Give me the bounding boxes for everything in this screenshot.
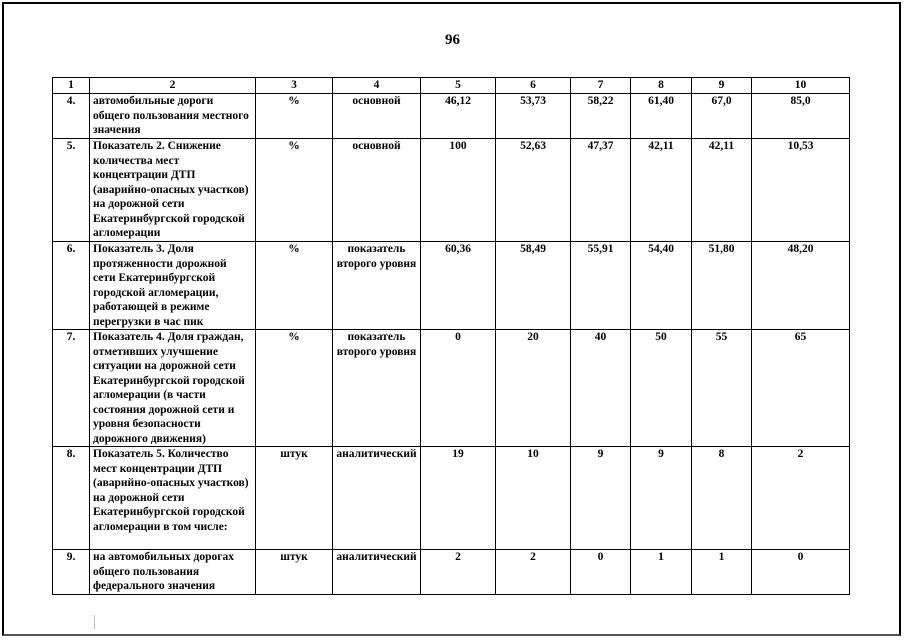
unit-cell: % — [256, 330, 333, 447]
unit-cell: штук — [256, 447, 333, 550]
header-cell-9: 9 — [692, 78, 752, 94]
table-row — [53, 550, 850, 595]
value-cell: 47,37 — [571, 139, 631, 242]
value-cell: 42,11 — [631, 139, 692, 242]
row-number: 8. — [53, 447, 90, 550]
unit-cell: % — [256, 139, 333, 242]
value-cell: 20 — [496, 330, 571, 447]
header-cell-4: 4 — [333, 78, 421, 94]
value-cell: 2 — [752, 447, 850, 550]
header-row — [53, 78, 850, 94]
value-cell: 67,0 — [692, 94, 752, 139]
value-cell: 48,20 — [752, 242, 850, 330]
table-row — [53, 330, 850, 447]
value-cell: 53,73 — [496, 94, 571, 139]
value-cell: 10,53 — [752, 139, 850, 242]
value-cell: 65 — [752, 330, 850, 447]
value-cell: 85,0 — [752, 94, 850, 139]
value-cell: 58,22 — [571, 94, 631, 139]
row-number: 4. — [53, 94, 90, 139]
table-row — [53, 447, 850, 550]
table-row — [53, 242, 850, 330]
value-cell: 0 — [571, 550, 631, 595]
type-cell: аналитический — [333, 550, 421, 595]
value-cell: 50 — [631, 330, 692, 447]
indicator-name: Показатель 5. Количество мест концентрации ДТП (аварийно-опасных участков) на дорожной сети Екатеринбургской городской агломерации в том числе: — [90, 447, 256, 550]
indicator-name: Показатель 4. Доля граждан, отметивших улучшение ситуации на дорожной сети Екатеринбургской городской агломерации (в части состояния дорожной сети и уровня безопасности дорожного движения) — [90, 330, 256, 447]
value-cell: 58,49 — [496, 242, 571, 330]
value-cell: 2 — [421, 550, 496, 595]
indicator-name: автомобильные дороги общего пользования местного значения — [90, 94, 256, 139]
table-row — [53, 94, 850, 139]
type-cell: основной — [333, 139, 421, 242]
header-cell-6: 6 — [496, 78, 571, 94]
value-cell: 46,12 — [421, 94, 496, 139]
header-cell-1: 1 — [53, 78, 90, 94]
row-number: 9. — [53, 550, 90, 595]
type-cell: показатель второго уровня — [333, 330, 421, 447]
page-number: 96 — [445, 32, 460, 48]
value-cell: 55,91 — [571, 242, 631, 330]
row-number: 5. — [53, 139, 90, 242]
indicator-name: Показатель 2. Снижение количества мест концентрации ДТП (аварийно-опасных участков) на дорожной сети Екатеринбургской городской агломерации — [90, 139, 256, 242]
table-continuation-line — [94, 615, 255, 629]
type-cell: аналитический — [333, 447, 421, 550]
header-cell-5: 5 — [421, 78, 496, 94]
header-cell-3: 3 — [256, 78, 333, 94]
type-cell: основной — [333, 94, 421, 139]
value-cell: 60,36 — [421, 242, 496, 330]
value-cell: 8 — [692, 447, 752, 550]
value-cell: 42,11 — [692, 139, 752, 242]
value-cell: 9 — [571, 447, 631, 550]
unit-cell: штук — [256, 550, 333, 595]
value-cell: 55 — [692, 330, 752, 447]
value-cell: 0 — [421, 330, 496, 447]
unit-cell: % — [256, 242, 333, 330]
value-cell: 1 — [631, 550, 692, 595]
header-cell-2: 2 — [90, 78, 256, 94]
row-number: 6. — [53, 242, 90, 330]
value-cell: 52,63 — [496, 139, 571, 242]
value-cell: 51,80 — [692, 242, 752, 330]
value-cell: 19 — [421, 447, 496, 550]
indicator-name: на автомобильных дорогах общего пользования федерального значения — [90, 550, 256, 595]
value-cell: 2 — [496, 550, 571, 595]
value-cell: 100 — [421, 139, 496, 242]
value-cell: 0 — [752, 550, 850, 595]
value-cell: 10 — [496, 447, 571, 550]
unit-cell: % — [256, 94, 333, 139]
row-number: 7. — [53, 330, 90, 447]
indicators-table — [52, 77, 850, 595]
indicator-name: Показатель 3. Доля протяженности дорожной сети Екатеринбургской городской агломерации, работающей в режиме перегрузки в час пик — [90, 242, 256, 330]
header-cell-10: 10 — [752, 78, 850, 94]
header-cell-7: 7 — [571, 78, 631, 94]
value-cell: 54,40 — [631, 242, 692, 330]
value-cell: 1 — [692, 550, 752, 595]
table-row — [53, 139, 850, 242]
value-cell: 40 — [571, 330, 631, 447]
type-cell: показатель второго уровня — [333, 242, 421, 330]
header-cell-8: 8 — [631, 78, 692, 94]
value-cell: 9 — [631, 447, 692, 550]
value-cell: 61,40 — [631, 94, 692, 139]
